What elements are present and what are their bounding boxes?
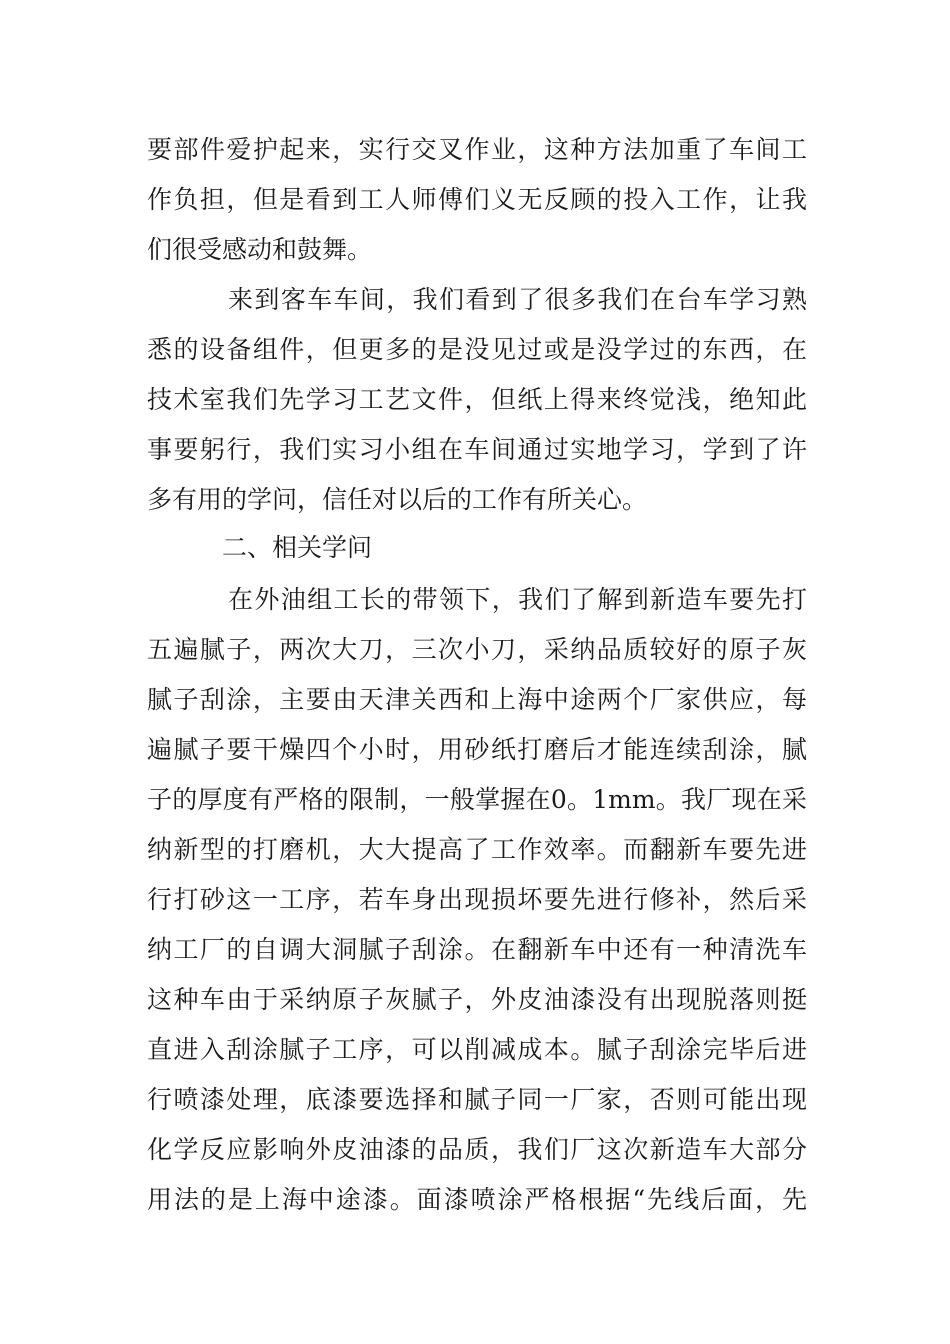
paragraph-first-line: 在外油组工长的带领下，我们了解到新造车要先打: [228, 585, 807, 614]
text-line: 行喷漆处理，底漆要选择和腻子同一厂家，否则可能出现: [147, 1085, 807, 1114]
text-line: 纳新型的打磨机，大大提高了工作效率。而翻新车要先进: [147, 835, 807, 864]
text-line: 们很受感动和鼓舞。: [147, 235, 373, 264]
paragraph-first-line: 来到客车车间，我们看到了很多我们在台车学习熟: [228, 285, 807, 314]
text-line: 行打砂这一工序，若车身出现损坏要先进行修补，然后采: [147, 885, 807, 914]
text-line: 事要躬行，我们实习小组在车间通过实地学习，学到了许: [147, 435, 807, 464]
text-line: 作负担，但是看到工人师傅们义无反顾的投入工作，让我: [147, 185, 807, 214]
text-line: 遍腻子要干燥四个小时，用砂纸打磨后才能连续刮涂，腻: [147, 735, 807, 764]
text-line: 直进入刮涂腻子工序，可以削减成本。腻子刮涂完毕后进: [147, 1035, 807, 1064]
text-line: 这种车由于采纳原子灰腻子，外皮油漆没有出现脱落则挺: [147, 985, 807, 1014]
text-line: 纳工厂的自调大洞腻子刮涂。在翻新车中还有一种清洗车: [147, 935, 807, 964]
text-line: 用法的是上海中途漆。面漆喷涂严格根据“先线后面，先: [147, 1185, 807, 1214]
text-line: 技术室我们先学习工艺文件，但纸上得来终觉浅，绝知此: [147, 385, 807, 414]
section-heading: 二、相关学问: [222, 533, 373, 562]
text-line: 要部件爱护起来，实行交叉作业，这种方法加重了车间工: [147, 135, 807, 164]
text-line: 腻子刮涂，主要由天津关西和上海中途两个厂家供应，每: [147, 685, 807, 714]
text-line: 悉的设备组件，但更多的是没见过或是没学过的东西，在: [147, 335, 807, 364]
text-line: 多有用的学问，信任对以后的工作有所关心。: [147, 485, 648, 514]
text-line: 子的厚度有严格的限制，一般掌握在0。1mm。我厂现在采: [147, 785, 807, 814]
text-line: 化学反应影响外皮油漆的品质，我们厂这次新造车大部分: [147, 1135, 807, 1164]
text-line: 五遍腻子，两次大刀，三次小刀，采纳品质较好的原子灰: [147, 635, 807, 664]
